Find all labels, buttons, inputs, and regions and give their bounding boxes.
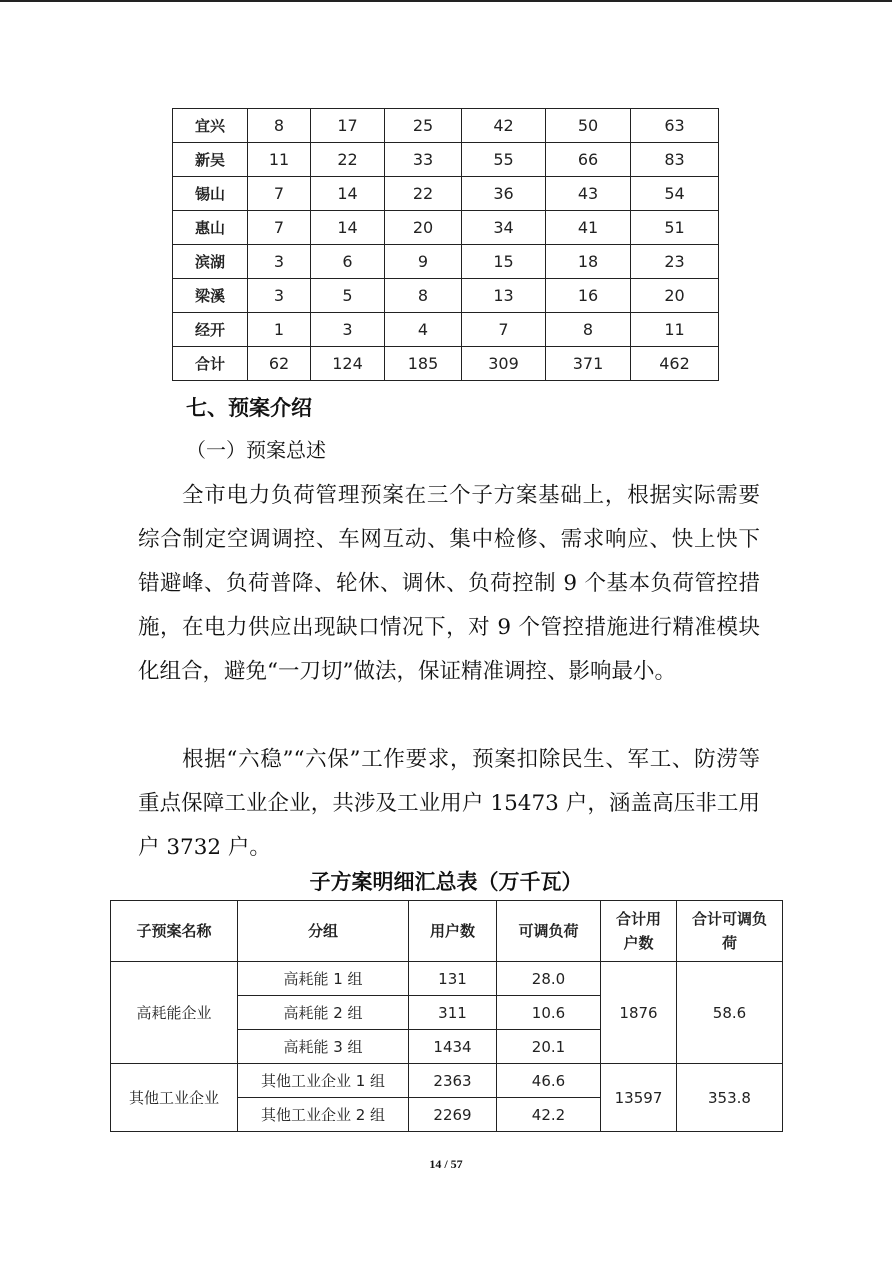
table-row (173, 109, 719, 143)
table-cell: 14 (311, 177, 385, 211)
cell-users: 311 (409, 996, 497, 1030)
section-subheading: （一）预案总述 (186, 438, 326, 462)
table-cell: 62 (248, 347, 311, 381)
table-cell: 34 (462, 211, 546, 245)
cell-users: 2363 (409, 1064, 497, 1098)
table-cell: 7 (248, 177, 311, 211)
table-cell: 18 (546, 245, 631, 279)
table-cell: 11 (248, 143, 311, 177)
table-cell: 83 (631, 143, 719, 177)
table-cell: 23 (631, 245, 719, 279)
table-cell: 371 (546, 347, 631, 381)
district-load-table (172, 108, 719, 381)
table-cell: 6 (311, 245, 385, 279)
table-cell: 1 (248, 313, 311, 347)
sub-plan-name: 其他工业企业 (111, 1064, 238, 1132)
table-cell: 4 (385, 313, 462, 347)
table-cell: 7 (462, 313, 546, 347)
table-cell: 42 (462, 109, 546, 143)
table-cell: 13 (462, 279, 546, 313)
table-cell: 66 (546, 143, 631, 177)
table-cell: 5 (311, 279, 385, 313)
header-adjustable-load: 可调负荷 (497, 901, 601, 962)
table-row (173, 279, 719, 313)
page-top-border (0, 0, 892, 2)
cell-load: 46.6 (497, 1064, 601, 1098)
header-total-users-text: 合计用户数 (615, 910, 661, 952)
table-cell: 50 (546, 109, 631, 143)
table-cell: 185 (385, 347, 462, 381)
table-cell: 25 (385, 109, 462, 143)
table-cell: 15 (462, 245, 546, 279)
table-cell: 7 (248, 211, 311, 245)
row-district-name: 宜兴 (173, 109, 248, 143)
cell-group: 其他工业企业 1 组 (238, 1064, 409, 1098)
sub-plan-name: 高耗能企业 (111, 962, 238, 1064)
section-heading: 七、预案介绍 (186, 396, 312, 420)
table-cell: 3 (311, 313, 385, 347)
table-row (173, 347, 719, 381)
table-cell: 17 (311, 109, 385, 143)
table-cell: 22 (311, 143, 385, 177)
table-cell: 43 (546, 177, 631, 211)
table-cell: 54 (631, 177, 719, 211)
table-row (111, 1064, 783, 1098)
row-district-name: 新吴 (173, 143, 248, 177)
paragraph-overview: 全市电力负荷管理预案在三个子方案基础上，根据实际需要综合制定空调调控、车网互动、集中检修、需求响应、快上快下错避峰、负荷普降、轮休、调休、负荷控制 9 个基本负荷管控措施，在电力供应出现缺口情况下，对 9 个管控措施进行精准模块化组合，避免“一刀切”做法，保证精准调控、影响最小。 (138, 483, 760, 684)
cell-group: 高耗能 3 组 (238, 1030, 409, 1064)
total-load: 58.6 (677, 962, 783, 1064)
table-cell: 9 (385, 245, 462, 279)
header-users: 用户数 (409, 901, 497, 962)
total-users: 1876 (601, 962, 677, 1064)
table-cell: 309 (462, 347, 546, 381)
cell-load: 10.6 (497, 996, 601, 1030)
table-cell: 20 (385, 211, 462, 245)
table-cell: 51 (631, 211, 719, 245)
table-row (173, 177, 719, 211)
cell-group: 高耗能 2 组 (238, 996, 409, 1030)
table-cell: 20 (631, 279, 719, 313)
paragraph-requirements: 根据“六稳”“六保”工作要求，预案扣除民生、军工、防涝等重点保障工业企业，共涉及工业用户 15473 户，涵盖高压非工用户 3732 户。 (138, 747, 760, 860)
cell-users: 131 (409, 962, 497, 996)
row-district-name: 惠山 (173, 211, 248, 245)
total-users: 13597 (601, 1064, 677, 1132)
table-cell: 3 (248, 279, 311, 313)
row-district-name: 滨湖 (173, 245, 248, 279)
header-sub-plan: 子预案名称 (111, 901, 238, 962)
page-number: 14 / 57 (429, 1157, 463, 1171)
header-total-load (677, 901, 783, 962)
header-group: 分组 (238, 901, 409, 962)
table-cell: 8 (248, 109, 311, 143)
table-row (173, 313, 719, 347)
row-district-name: 梁溪 (173, 279, 248, 313)
cell-load: 20.1 (497, 1030, 601, 1064)
table-cell: 55 (462, 143, 546, 177)
cell-group: 高耗能 1 组 (238, 962, 409, 996)
cell-load: 28.0 (497, 962, 601, 996)
table-cell: 22 (385, 177, 462, 211)
row-district-name: 合计 (173, 347, 248, 381)
table-cell: 33 (385, 143, 462, 177)
table-cell: 36 (462, 177, 546, 211)
table-cell: 14 (311, 211, 385, 245)
table-cell: 8 (385, 279, 462, 313)
cell-group: 其他工业企业 2 组 (238, 1098, 409, 1132)
cell-load: 42.2 (497, 1098, 601, 1132)
row-district-name: 锡山 (173, 177, 248, 211)
table-row (111, 962, 783, 996)
table-cell: 8 (546, 313, 631, 347)
table-row (173, 143, 719, 177)
table-cell: 3 (248, 245, 311, 279)
table-row (173, 211, 719, 245)
summary-table-title: 子方案明细汇总表（万千瓦） (309, 870, 583, 894)
table-cell: 462 (631, 347, 719, 381)
table-cell: 41 (546, 211, 631, 245)
table-cell: 16 (546, 279, 631, 313)
cell-users: 2269 (409, 1098, 497, 1132)
table-row (173, 245, 719, 279)
header-total-load-text: 合计可调负荷 (691, 910, 767, 952)
header-total-users (601, 901, 677, 962)
row-district-name: 经开 (173, 313, 248, 347)
table-cell: 11 (631, 313, 719, 347)
total-load: 353.8 (677, 1064, 783, 1132)
sub-plan-summary-table (110, 900, 783, 1132)
table-cell: 124 (311, 347, 385, 381)
table-cell: 63 (631, 109, 719, 143)
cell-users: 1434 (409, 1030, 497, 1064)
table-header-row (111, 901, 783, 962)
